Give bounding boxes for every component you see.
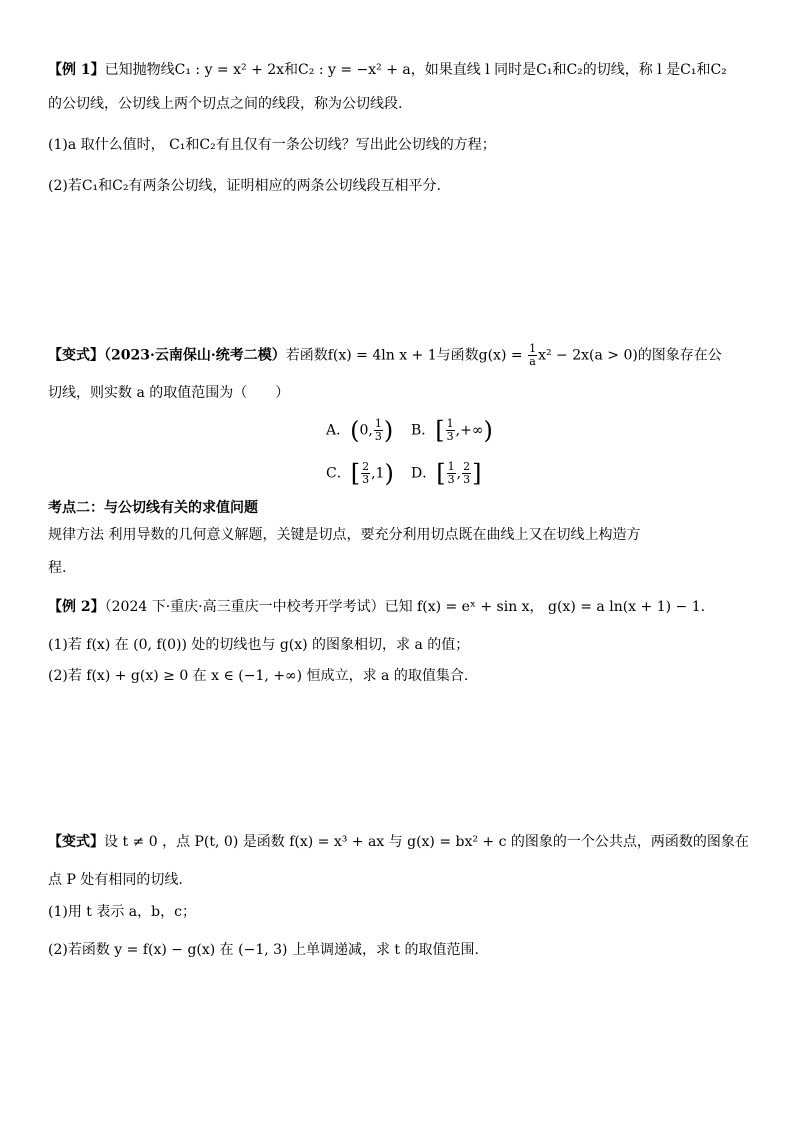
variant-2-text: 设 t ≠ 0 ，点 P(t, 0) 是函数 f(x) = x³ + ax 与 g(x) = bx² + c 的图象的一个公共点，两函数的图象在 bbox=[104, 834, 749, 850]
example-2-line-1 bbox=[48, 597, 705, 617]
example-1-text: 已知抛物线C₁ : y = x² + 2x和C₂ : y = −x² + a，如果直线 l 同时是C₁和C₂的切线，称 l 是C₁和C₂ bbox=[104, 62, 727, 78]
variant-1-source: （2023·云南保山·统考二模） bbox=[104, 347, 286, 364]
example-2-text: （2024 下·重庆·高三重庆一中校考开学考试）已知 f(x) = eˣ + sin x， g(x) = a ln(x + 1) − 1. bbox=[104, 599, 706, 615]
example-1-line-2: 的公切线，公切线上两个切点之间的线段，称为公切线段. bbox=[48, 96, 403, 112]
variant-1-fraction: $\frac{1}{a}$ bbox=[529, 342, 537, 368]
variant-2-tag: 【变式】 bbox=[48, 834, 104, 850]
variant-2-line-1 bbox=[48, 832, 749, 852]
example-2-question-1: (1)若 f(x) 在 (0, f(0)) 处的切线也与 g(x) 的图象相切，求 a 的值； bbox=[48, 637, 470, 653]
variant-2-question-1: (1)用 t 表示 a，b，c； bbox=[48, 904, 196, 920]
variant-1-text-a: 若函数f(x) = 4ln x + 1与函数g(x) = bbox=[285, 347, 528, 364]
key-point-2-title: 考点二：与公切线有关的求值问题 bbox=[48, 500, 258, 516]
variant-1-tag: 【变式】 bbox=[48, 347, 104, 364]
example-1-question-1: (1)a 取什么值时， C₁和C₂有且仅有一条公切线？写出此公切线的方程； bbox=[48, 137, 496, 153]
option-a: A．(0, $\frac{1}{3}$ ) bbox=[326, 416, 394, 445]
variant-2-question-2: (2)若函数 y = f(x) − g(x) 在 (−1, 3) 上单调递减，求 t 的取值范围. bbox=[48, 942, 479, 958]
example-1-line-1 bbox=[48, 60, 727, 80]
variant-1-line-2: 切线，则实数 a 的取值范围为（ ） bbox=[48, 385, 290, 401]
option-b: B．[ $\frac{1}{3}$ ,+∞) bbox=[411, 416, 493, 445]
option-c: C．[ $\frac{2}{3}$ ,1) bbox=[326, 459, 394, 488]
variant-1-line-1 bbox=[48, 343, 722, 368]
example-2-tag: 【例 2】 bbox=[48, 599, 105, 615]
example-1-tag: 【例 1】 bbox=[48, 62, 105, 78]
variant-2-line-2: 点 P 处有相同的切线. bbox=[48, 872, 183, 888]
key-point-2-rule-line-1: 规律方法 利用导数的几何意义解题，关键是切点，要充分利用切点既在曲线上又在切线上构造方 bbox=[48, 527, 641, 543]
example-1-question-2: (2)若C₁和C₂有两条公切线，证明相应的两条公切线段互相平分. bbox=[48, 178, 441, 194]
key-point-2-rule-line-2: 程. bbox=[48, 560, 67, 576]
variant-1-text-b: x² − 2x(a > 0)的图象存在公 bbox=[538, 347, 722, 364]
option-d: D．[ $\frac{1}{3}$ , $\frac{2}{3}$ ] bbox=[411, 459, 482, 488]
example-2-question-2: (2)若 f(x) + g(x) ≥ 0 在 x ∈ (−1, +∞) 恒成立，求 a 的取值集合. bbox=[48, 668, 469, 684]
